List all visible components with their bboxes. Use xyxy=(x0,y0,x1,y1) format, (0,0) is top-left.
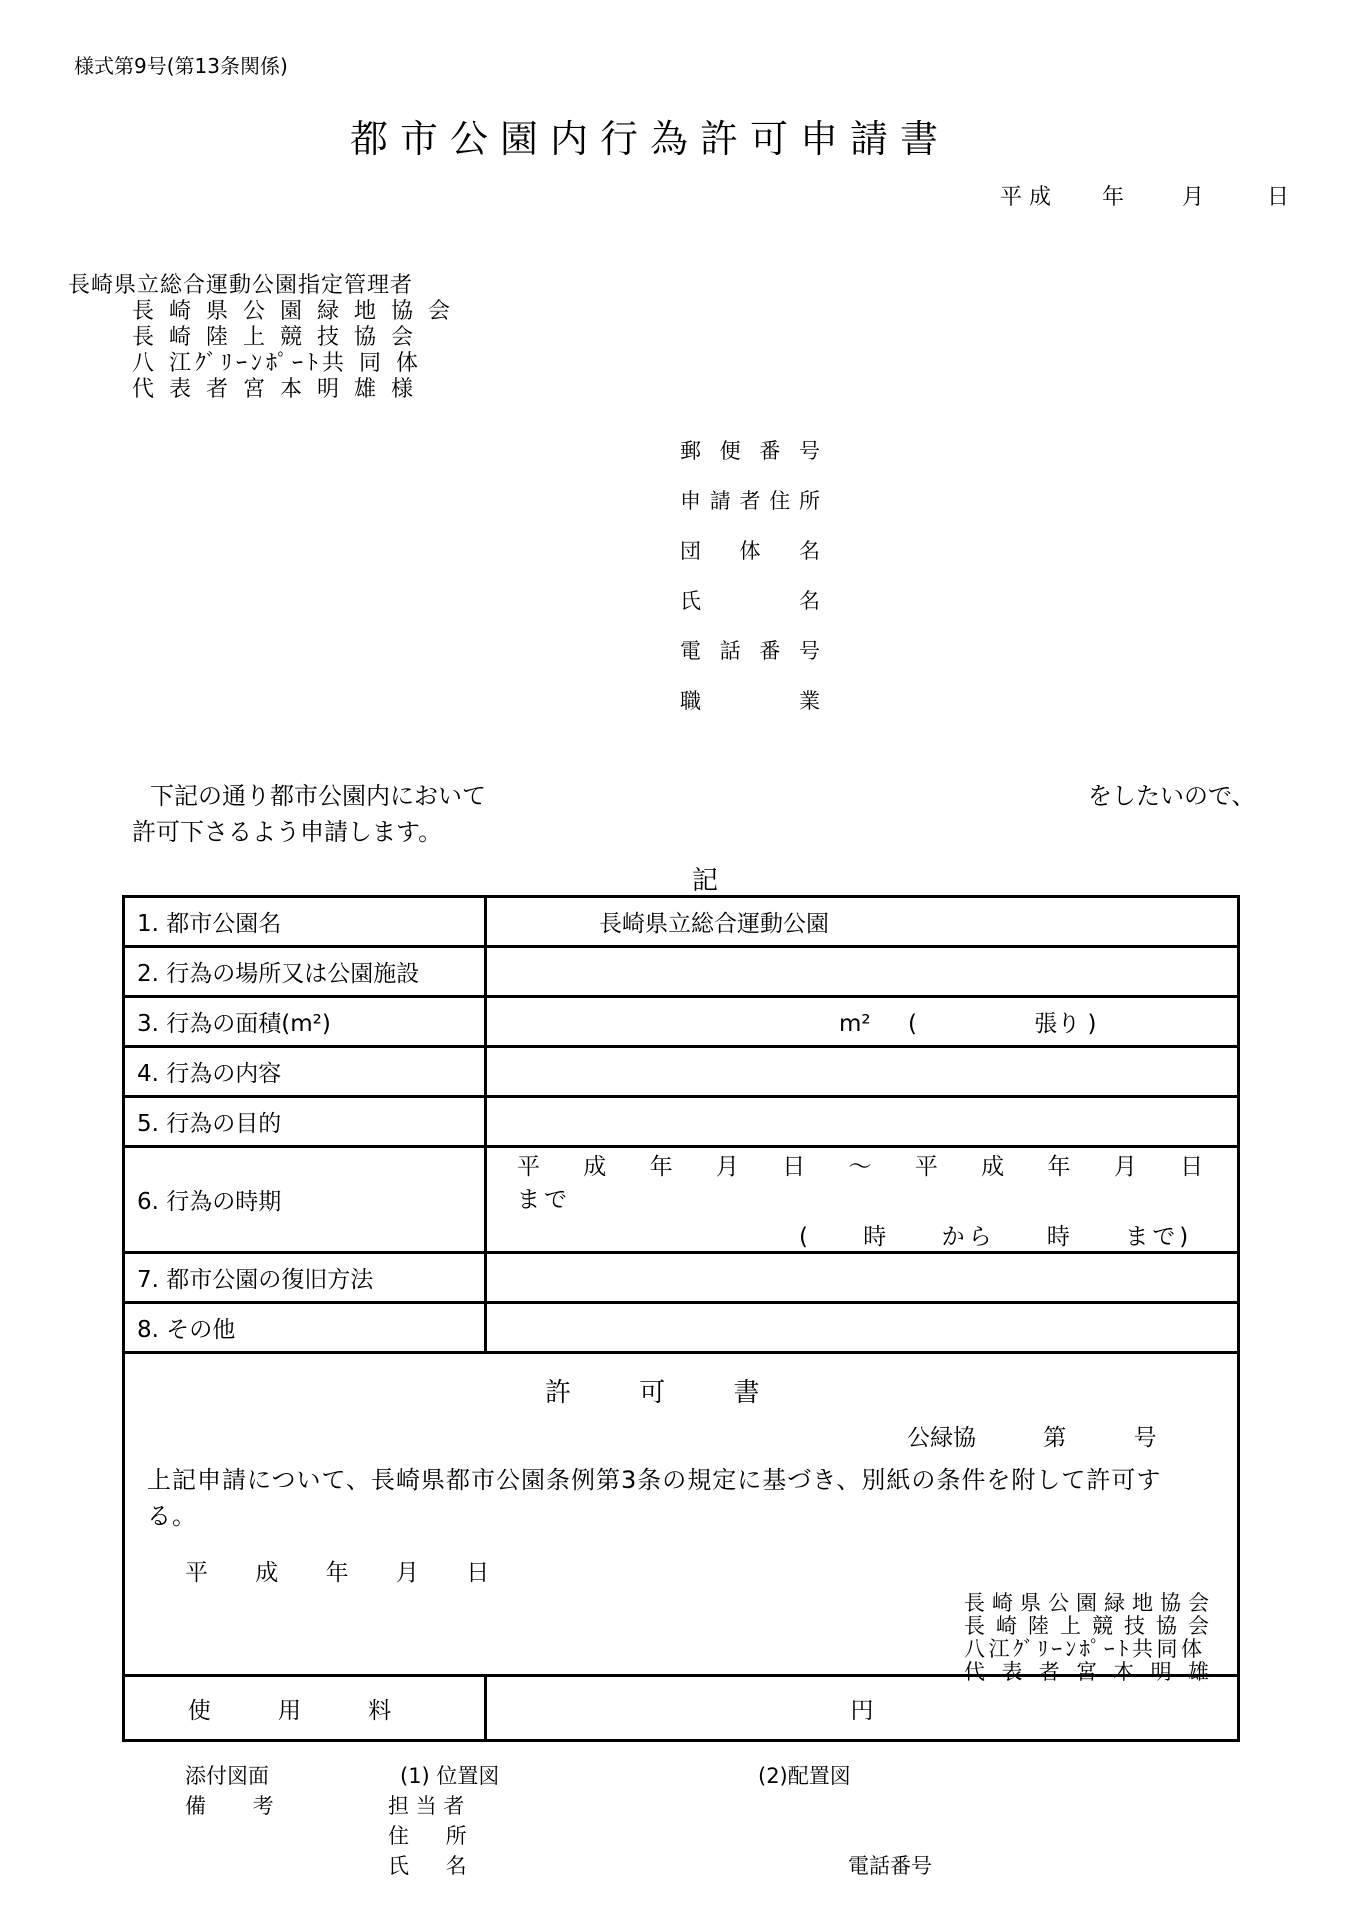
row-value: 長崎県立総合運動公園 xyxy=(486,897,1239,947)
permit-signer-line1: 長崎県公園緑地協会 xyxy=(964,1591,1209,1615)
addressee-line2: 長 崎 県 公 園 緑 地 協 会 xyxy=(132,299,454,324)
row-label: 8. その他 xyxy=(124,1303,486,1353)
table-row xyxy=(124,1097,1239,1147)
permit-text: 上記申請について、長崎県都市公園条例第3条の規定に基づき、別紙の条件を附して許可する。 xyxy=(147,1466,1162,1530)
row-label: 3. 行為の面積(m²) xyxy=(124,997,486,1047)
applicant-phone-label: 電話番号 xyxy=(680,639,820,663)
table-row xyxy=(124,1303,1239,1353)
applicant-occupation-label: 職業 xyxy=(680,689,820,713)
table-row xyxy=(124,997,1239,1047)
row-value xyxy=(486,1253,1239,1303)
row-label: 6. 行為の時期 xyxy=(124,1147,486,1253)
permit-signer-line2: 長崎陸上競技協会 xyxy=(964,1614,1209,1638)
attachment-1: (1) 位置図 xyxy=(400,1764,500,1788)
request-text-part1: 下記の通り都市公園内において xyxy=(150,782,486,810)
form-number: 様式第9号(第13条関係) xyxy=(74,54,288,78)
date-day: 日 xyxy=(1267,185,1290,210)
date-year: 年 xyxy=(1102,185,1125,210)
area-hari: 張り ) xyxy=(1034,1011,1097,1037)
ki-heading: 記 xyxy=(692,866,719,896)
area-paren: ( xyxy=(907,1011,917,1037)
permit-signer-line4: 代 表 者 宮 本 明 雄 xyxy=(964,1660,1209,1684)
table-row xyxy=(124,897,1239,947)
permit-signer-line3: 八江ｸﾞﾘｰﾝﾎﾟｰﾄ共同体 xyxy=(964,1637,1206,1661)
fee-row xyxy=(124,1676,1239,1741)
applicant-group-label: 団体名 xyxy=(680,539,820,563)
permit-signer xyxy=(964,1592,1209,1684)
addressee-line1: 長崎県立総合運動公園指定管理者 xyxy=(68,273,414,298)
request-text-line2: 許可下さるよう申請します。 xyxy=(132,818,443,846)
addressee-line4: 八 江ｸﾞﾘｰﾝﾎﾟｰﾄ共 同 体 xyxy=(132,351,422,376)
applicant-address-label: 申請者住所 xyxy=(680,489,820,513)
contact-address-label: 住 所 xyxy=(388,1824,467,1848)
row-value xyxy=(486,947,1239,997)
applicant-name-label: 氏名 xyxy=(680,589,820,613)
permit-section xyxy=(124,1353,1239,1676)
addressee-line3: 長 崎 陸 上 競 技 協 会 xyxy=(132,325,417,350)
table-row xyxy=(124,1047,1239,1097)
table-row xyxy=(124,947,1239,997)
contact-name-label: 氏 名 xyxy=(388,1854,467,1878)
period-line2: ( 時 から 時 まで) xyxy=(799,1224,1193,1250)
permit-title: 許 可 書 xyxy=(545,1378,790,1408)
contact-person-label: 担 当 者 xyxy=(388,1794,465,1818)
attachment-2: (2)配置図 xyxy=(758,1764,851,1788)
document-title: 都市公園内行為許可申請書 xyxy=(350,117,951,161)
permit-number: 公緑協 第 号 xyxy=(907,1425,1157,1451)
table-row xyxy=(124,1147,1239,1253)
row-value xyxy=(486,1047,1239,1097)
row-label: 1. 都市公園名 xyxy=(124,897,486,947)
request-text-part2: をしたいので、 xyxy=(1088,782,1256,810)
fee-unit: 円 xyxy=(486,1676,1239,1741)
permit-cell xyxy=(124,1353,1239,1684)
permit-date: 平 成 年 月 日 xyxy=(185,1560,490,1586)
attachments-label: 添付図面 xyxy=(185,1764,269,1788)
application-table xyxy=(122,895,1240,1742)
row-label: 5. 行為の目的 xyxy=(124,1097,486,1147)
row-value xyxy=(486,997,1239,1047)
period-line1: 平 成 年 月 日 〜 平 成 年 月 日まで xyxy=(517,1154,1208,1213)
row-value xyxy=(486,1147,1239,1253)
table-row xyxy=(124,1253,1239,1303)
applicant-postal-label: 郵便番号 xyxy=(680,439,820,463)
date-era: 平 成 xyxy=(1000,185,1051,210)
row-label: 4. 行為の内容 xyxy=(124,1047,486,1097)
row-label: 7. 都市公園の復旧方法 xyxy=(124,1253,486,1303)
fee-label: 使 用 料 xyxy=(124,1676,486,1741)
addressee-line5: 代 表 者 宮 本 明 雄 様 xyxy=(132,377,417,402)
date-month: 月 xyxy=(1182,185,1205,210)
area-unit: m² xyxy=(839,1011,871,1037)
row-value xyxy=(486,1303,1239,1353)
contact-phone-label: 電話番号 xyxy=(848,1854,932,1878)
row-value xyxy=(486,1097,1239,1147)
remarks-label: 備 考 xyxy=(185,1794,274,1818)
row-label: 2. 行為の場所又は公園施設 xyxy=(124,947,486,997)
